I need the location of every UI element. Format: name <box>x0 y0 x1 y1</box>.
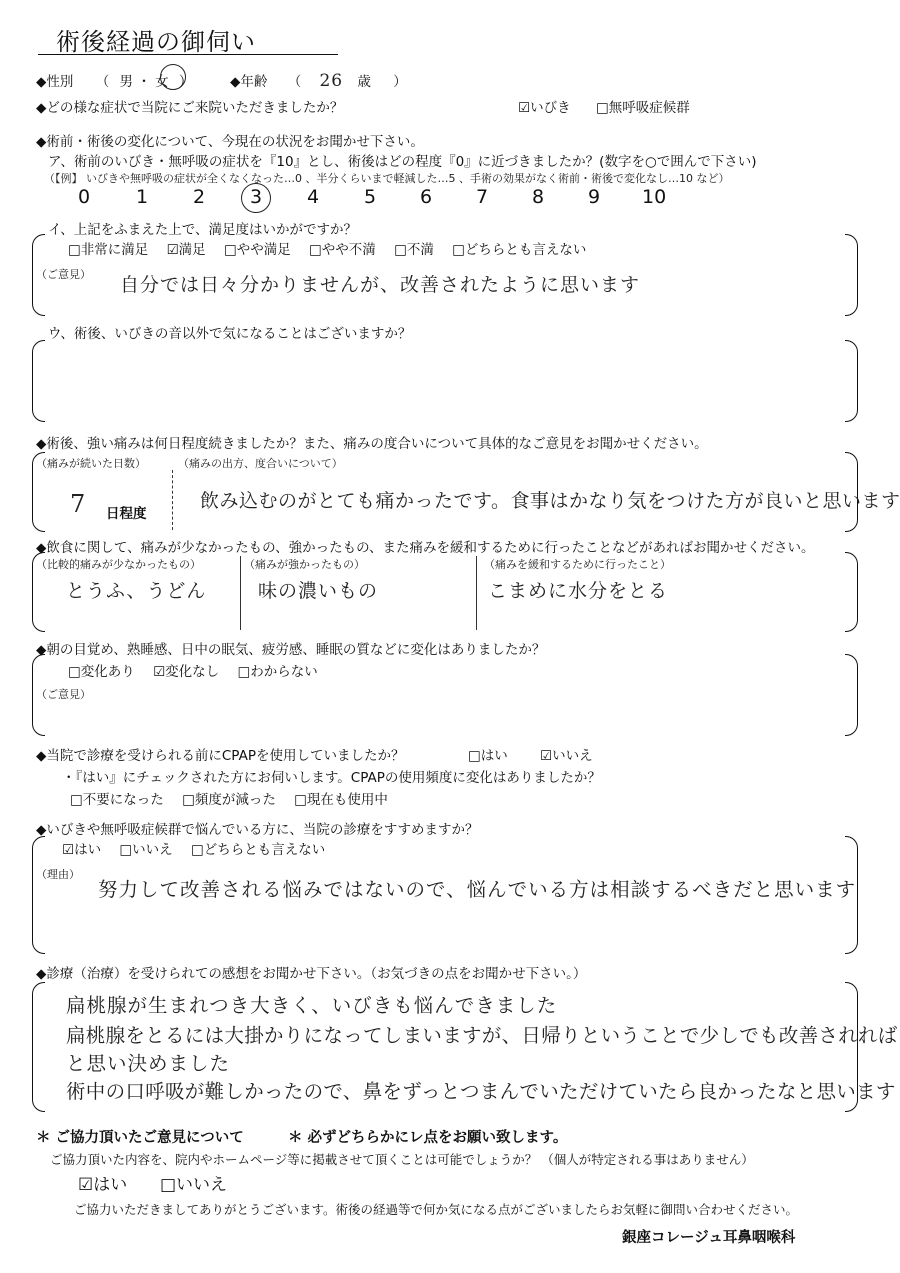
pain-days-label: （痛みが続いた日数） <box>36 457 146 470</box>
change-heading: ◆術前・術後の変化について、今現在の状況をお聞かせ下さい。 <box>36 134 424 150</box>
satisfaction-option-satisfied[interactable]: ☑満足 <box>166 242 206 258</box>
cpap-follow-options <box>70 788 402 808</box>
recommend-option-neither[interactable]: □どちらとも言えない <box>190 842 326 858</box>
cpap-option-reduced[interactable]: □頻度が減った <box>182 792 276 808</box>
sleep-option-unknown[interactable]: □わからない <box>237 664 318 680</box>
food-col3-value[interactable]: こまめに水分をとる <box>488 580 669 602</box>
pain-degree-comment[interactable]: 飲み込むのがとても痛かったです。食事はかなり気をつけた方が良いと思います <box>200 490 900 512</box>
satisfaction-question: イ、上記をふまえた上で、満足度はいかがですか？ <box>48 222 358 238</box>
scale-7[interactable]: 7 <box>476 186 489 208</box>
scale-0[interactable]: 0 <box>78 186 91 208</box>
gender-male[interactable]: 男 <box>119 74 133 90</box>
scale-1[interactable]: 1 <box>136 186 149 208</box>
scale-3[interactable]: 3 <box>250 186 263 208</box>
cpap-option-unneeded[interactable]: □不要になった <box>70 792 164 808</box>
age-value[interactable]: 26 <box>319 71 344 91</box>
scale-5[interactable]: 5 <box>364 186 377 208</box>
other-question: ウ、術後、いびきの音以外で気になることはございますか？ <box>48 326 412 342</box>
impression-line-2[interactable]: 扁桃腺をとるには大掛かりになってしまいますが、日帰りということで少しでも改善されれば <box>66 1024 898 1047</box>
age-row <box>230 70 407 91</box>
scale-2[interactable]: 2 <box>193 186 206 208</box>
change-example: （【例】 いびきや無呼吸の症状が全くなくなった…0 、半分くらいまで軽減した…5 、手術の効果がなく術前・術後で変化なし…10 など） <box>44 172 730 185</box>
consent-question: ご協力頂いた内容を、院内やホームページ等に掲載させて頂くことは可能でしょうか？ （個人が特定される事はありません） <box>50 1152 754 1167</box>
symptom-apnea-checkbox[interactable]: □無呼吸症候群 <box>596 100 690 116</box>
gender-label: ◆性別 <box>36 74 74 90</box>
impression-line-4[interactable]: 術中の口呼吸が難しかったので、鼻をずっとつまんでいただけていたら良かったなと思います <box>66 1080 896 1103</box>
food-col1-value[interactable]: とうふ、うどん <box>66 580 207 602</box>
sleep-option-changed[interactable]: □変化あり <box>68 664 135 680</box>
satisfaction-option-neither[interactable]: □どちらとも言えない <box>452 242 587 258</box>
pain-degree-label: （痛みの出方、度合いについて） <box>178 457 343 470</box>
thanks-message: ご協力いただきましてありがとうございます。術後の経過等で何か気になる点がございましたらお気軽に御問い合わせください。 <box>74 1202 799 1217</box>
gender-close: ） <box>178 74 193 90</box>
recommend-options <box>62 838 339 858</box>
cpap-yes-checkbox[interactable]: □はい <box>468 748 508 764</box>
gender-open: （ <box>95 74 110 90</box>
food-col1-label: （比較的痛みが少なかったもの） <box>36 558 201 571</box>
food-col3-label: （痛みを緩和するために行ったこと） <box>484 558 671 571</box>
recommend-option-no[interactable]: □いいえ <box>119 842 173 858</box>
pain-days-value[interactable]: 7 <box>70 490 87 518</box>
pain-days-unit: 日程度 <box>106 506 147 522</box>
sleep-options <box>68 660 332 680</box>
impression-question: ◆診療（治療）を受けられての感想をお聞かせ下さい。（お気づきの点をお聞かせ下さい。） <box>36 966 587 982</box>
cpap-no-checkbox[interactable]: ☑いいえ <box>540 748 593 764</box>
consent-header-1: ＊ ご協力頂いたご意見について <box>36 1130 244 1146</box>
satisfaction-comment[interactable]: 自分では日々分かりませんが、改善されたように思います <box>120 274 641 296</box>
food-divider-1 <box>240 556 241 630</box>
symptom-question: ◆どの様な症状で当院にご来院いただきましたか？ <box>36 100 344 116</box>
food-divider-2 <box>476 556 477 630</box>
satisfaction-options <box>68 238 600 258</box>
age-open: （ <box>287 74 302 90</box>
age-label: ◆年齢 <box>230 74 268 90</box>
pain-divider <box>172 470 173 530</box>
cpap-follow-question: ・『はい』にチェックされた方にお伺いします。CPAPの使用頻度に変化はありましたか？ <box>62 770 601 786</box>
female-circle-mark <box>160 64 186 90</box>
food-col2-value[interactable]: 味の濃いもの <box>258 580 379 602</box>
impression-line-3[interactable]: と思い決めました <box>66 1052 231 1075</box>
page-title: 術後経過の御伺い <box>56 28 256 56</box>
gender-female[interactable]: 女 <box>155 74 169 90</box>
scale-9[interactable]: 9 <box>588 186 601 208</box>
recommend-reason-label: （理由） <box>36 868 80 881</box>
consent-no-checkbox[interactable]: □いいえ <box>160 1175 228 1195</box>
pain-question: ◆術後、強い痛みは何日程度続きましたか？また、痛みの度合いについて具体的なご意見をお聞かせください。 <box>36 436 708 452</box>
gender-dot: ・ <box>137 74 151 90</box>
clinic-name: 銀座コレージュ耳鼻咽喉科 <box>622 1230 796 1246</box>
scale-6[interactable]: 6 <box>420 186 433 208</box>
scale-selected-circle <box>241 183 271 213</box>
scale-4[interactable]: 4 <box>307 186 320 208</box>
satisfaction-option-very[interactable]: □非常に満足 <box>68 242 149 258</box>
age-unit: 歳 <box>357 74 371 90</box>
food-question: ◆飲食に関して、痛みが少なかったもの、強かったもの、また痛みを緩和するために行ったことなどがあればお聞かせください。 <box>36 540 815 556</box>
age-close: ） <box>393 74 407 90</box>
consent-yes-checkbox[interactable]: ☑はい <box>78 1175 128 1195</box>
recommend-option-yes[interactable]: ☑はい <box>62 842 102 858</box>
change-question-a: ア、術前のいびき・無呼吸の症状を『10』とし、術後はどの程度『0』に近づきましたか？(数字を○で囲んで下さい) <box>48 154 757 170</box>
scale-8[interactable]: 8 <box>532 186 545 208</box>
recommend-question: ◆いびきや無呼吸症候群で悩んでいる方に、当院の診療をすすめますか？ <box>36 822 479 838</box>
other-box[interactable] <box>32 340 858 422</box>
sleep-comment-label: （ご意見） <box>36 688 91 701</box>
sleep-question: ◆朝の目覚め、熟睡感、日中の眠気、疲労感、睡眠の質などに変化はありましたか？ <box>36 642 546 658</box>
satisfaction-option-somewhat-dis[interactable]: □やや不満 <box>309 242 376 258</box>
recommend-reason[interactable]: 努力して改善される悩みではないので、悩んでいる方は相談するべきだと思います <box>98 878 857 901</box>
satisfaction-comment-label: （ご意見） <box>36 268 91 281</box>
consent-header-2: ＊ 必ずどちらかにレ点をお願い致します。 <box>288 1130 568 1146</box>
cpap-question: ◆当院で診療を受けられる前にCPAPを使用していましたか？ <box>36 748 405 764</box>
satisfaction-option-somewhat[interactable]: □やや満足 <box>223 242 291 258</box>
scale-10[interactable]: 10 <box>642 186 667 208</box>
food-col2-label: （痛みが強かったもの） <box>244 558 365 571</box>
sleep-option-unchanged[interactable]: ☑変化なし <box>153 664 220 680</box>
title-underline <box>38 54 338 55</box>
cpap-option-still-using[interactable]: □現在も使用中 <box>294 792 388 808</box>
symptom-snoring-checkbox[interactable]: ☑いびき <box>518 100 571 116</box>
impression-line-1[interactable]: 扁桃腺が生まれつき大きく、いびきも悩んできました <box>66 994 558 1017</box>
satisfaction-option-dissatisfied[interactable]: □不満 <box>394 242 434 258</box>
